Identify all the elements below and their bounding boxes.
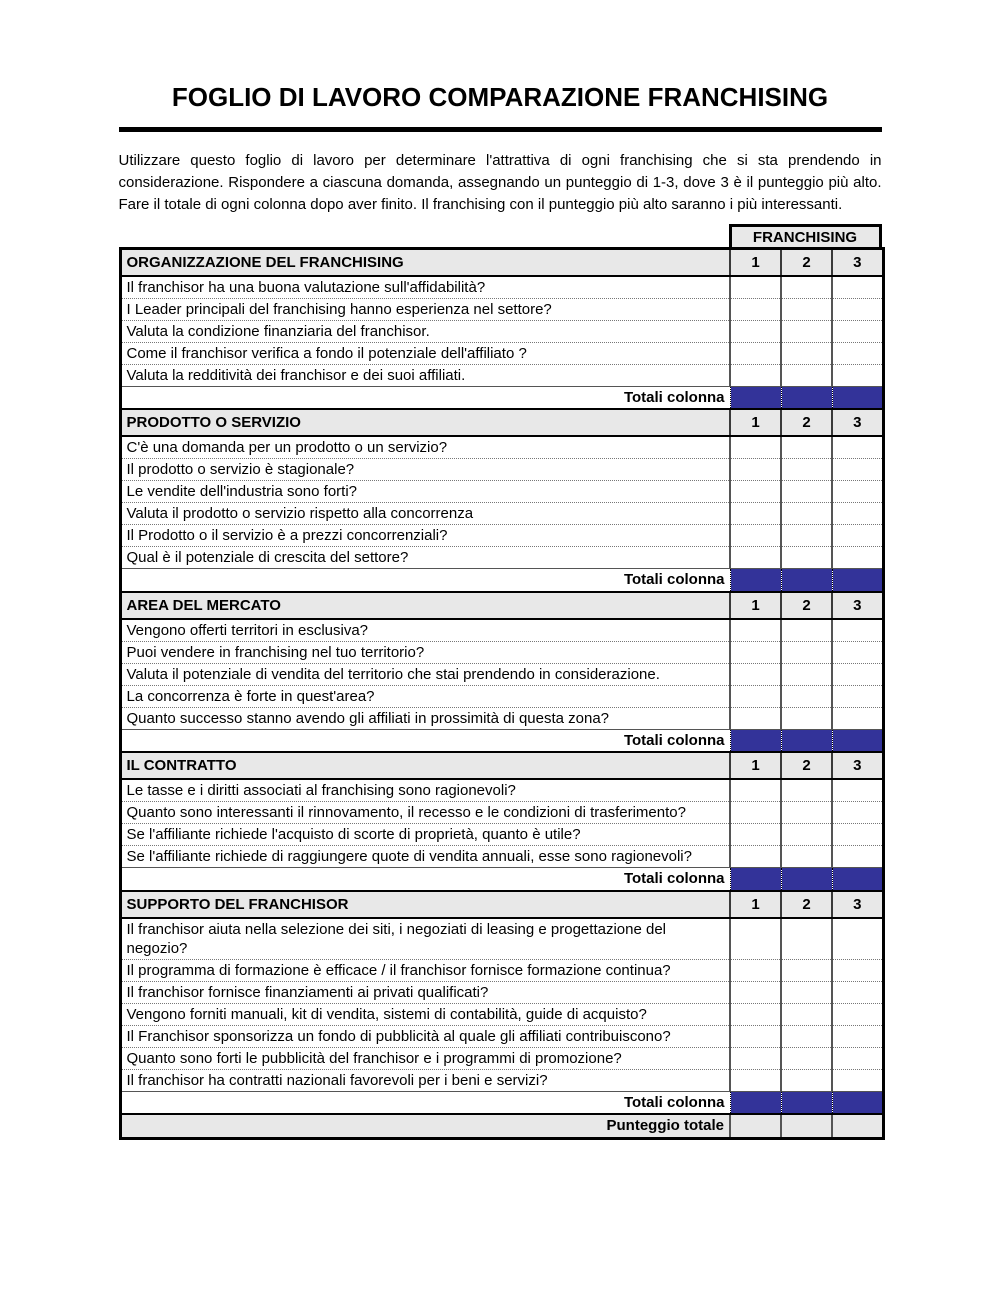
column-totals-label: Totali colonna — [120, 569, 730, 592]
grand-total-cell-2[interactable] — [781, 1114, 832, 1138]
score-cell-3[interactable] — [832, 525, 883, 547]
question-row — [120, 1047, 883, 1069]
score-column-header-1: 1 — [730, 409, 781, 436]
score-cell-2[interactable] — [781, 641, 832, 663]
score-cell-3[interactable] — [832, 1003, 883, 1025]
score-cell-1[interactable] — [730, 641, 781, 663]
score-cell-1[interactable] — [730, 459, 781, 481]
score-cell-3[interactable] — [832, 619, 883, 642]
score-column-header-2: 2 — [781, 249, 832, 276]
column-total-cell-2[interactable] — [781, 1091, 832, 1114]
score-cell-3[interactable] — [832, 1025, 883, 1047]
question-text: Vengono forniti manuali, kit di vendita, sistemi di contabilità, guide di acquisto? — [120, 1003, 730, 1025]
column-totals-label: Totali colonna — [120, 1091, 730, 1114]
score-cell-2[interactable] — [781, 959, 832, 981]
question-row — [120, 1003, 883, 1025]
question-row — [120, 459, 883, 481]
score-cell-1[interactable] — [730, 364, 781, 386]
column-total-cell-2[interactable] — [781, 386, 832, 409]
column-totals-row — [120, 569, 883, 592]
score-cell-1[interactable] — [730, 918, 781, 960]
score-cell-2[interactable] — [781, 320, 832, 342]
score-cell-2[interactable] — [781, 1069, 832, 1091]
question-text: Puoi vendere in franchising nel tuo territorio? — [120, 641, 730, 663]
score-cell-3[interactable] — [832, 364, 883, 386]
score-cell-1[interactable] — [730, 1025, 781, 1047]
score-cell-2[interactable] — [781, 436, 832, 459]
question-text: Il franchisor aiuta nella selezione dei siti, i negoziati di leasing e progettazione del negozio? — [120, 918, 730, 960]
score-column-header-2: 2 — [781, 409, 832, 436]
section-title: PRODOTTO O SERVIZIO — [120, 409, 730, 436]
column-totals-row — [120, 1091, 883, 1114]
score-cell-2[interactable] — [781, 364, 832, 386]
score-cell-2[interactable] — [781, 981, 832, 1003]
score-cell-1[interactable] — [730, 959, 781, 981]
document-page — [119, 0, 882, 1140]
question-row — [120, 641, 883, 663]
question-text: Le tasse e i diritti associati al franchising sono ragionevoli? — [120, 779, 730, 802]
question-text: Se l'affiliante richiede di raggiungere quote di vendita annuali, esse sono ragionevoli? — [120, 846, 730, 868]
score-cell-3[interactable] — [832, 481, 883, 503]
score-cell-1[interactable] — [730, 802, 781, 824]
column-total-cell-3[interactable] — [832, 1091, 883, 1114]
question-row — [120, 436, 883, 459]
score-cell-2[interactable] — [781, 342, 832, 364]
question-row — [120, 918, 883, 960]
score-column-header-3: 3 — [832, 249, 883, 276]
score-column-header-3: 3 — [832, 592, 883, 619]
score-cell-3[interactable] — [832, 824, 883, 846]
score-cell-2[interactable] — [781, 503, 832, 525]
score-cell-3[interactable] — [832, 320, 883, 342]
question-row — [120, 547, 883, 569]
score-cell-1[interactable] — [730, 481, 781, 503]
title-divider — [119, 127, 882, 132]
question-text: Le vendite dell'industria sono forti? — [120, 481, 730, 503]
question-text: Se l'affiliante richiede l'acquisto di scorte di proprietà, quanto è utile? — [120, 824, 730, 846]
question-row — [120, 342, 883, 364]
column-totals-label: Totali colonna — [120, 729, 730, 752]
section-header-row — [120, 409, 883, 436]
question-text: Il Prodotto o il servizio è a prezzi concorrenziali? — [120, 525, 730, 547]
score-column-header-1: 1 — [730, 891, 781, 918]
score-cell-1[interactable] — [730, 320, 781, 342]
question-text: Il programma di formazione è efficace / il franchisor fornisce formazione continua? — [120, 959, 730, 981]
question-text: Quanto sono forti le pubblicità del franchisor e i programmi di promozione? — [120, 1047, 730, 1069]
score-cell-3[interactable] — [832, 459, 883, 481]
section-title: SUPPORTO DEL FRANCHISOR — [120, 891, 730, 918]
question-text: Quanto sono interessanti il rinnovamento, il recesso e le condizioni di trasferimento? — [120, 802, 730, 824]
grand-total-label: Punteggio totale — [120, 1114, 730, 1138]
column-total-cell-2[interactable] — [781, 569, 832, 592]
grand-total-row — [120, 1114, 883, 1138]
question-row — [120, 525, 883, 547]
question-text: I Leader principali del franchising hanno esperienza nel settore? — [120, 298, 730, 320]
column-totals-label: Totali colonna — [120, 868, 730, 891]
column-total-cell-1[interactable] — [730, 386, 781, 409]
question-text: Il prodotto o servizio è stagionale? — [120, 459, 730, 481]
score-cell-1[interactable] — [730, 824, 781, 846]
score-cell-3[interactable] — [832, 641, 883, 663]
score-cell-1[interactable] — [730, 298, 781, 320]
score-cell-1[interactable] — [730, 525, 781, 547]
column-total-cell-2[interactable] — [781, 868, 832, 891]
question-row — [120, 707, 883, 729]
score-cell-3[interactable] — [832, 503, 883, 525]
score-cell-2[interactable] — [781, 779, 832, 802]
question-row — [120, 981, 883, 1003]
score-cell-3[interactable] — [832, 959, 883, 981]
question-text: Il franchisor fornisce finanziamenti ai privati qualificati? — [120, 981, 730, 1003]
score-cell-1[interactable] — [730, 707, 781, 729]
question-text: Il franchisor ha una buona valutazione sull'affidabilità? — [120, 276, 730, 299]
question-row — [120, 364, 883, 386]
score-cell-3[interactable] — [832, 707, 883, 729]
score-cell-2[interactable] — [781, 824, 832, 846]
question-row — [120, 685, 883, 707]
question-row — [120, 779, 883, 802]
score-column-header-2: 2 — [781, 592, 832, 619]
score-cell-3[interactable] — [832, 802, 883, 824]
score-cell-2[interactable] — [781, 481, 832, 503]
score-cell-1[interactable] — [730, 981, 781, 1003]
section-header-row — [120, 891, 883, 918]
question-row — [120, 503, 883, 525]
section-header-row — [120, 592, 883, 619]
score-column-header-1: 1 — [730, 592, 781, 619]
score-cell-3[interactable] — [832, 918, 883, 960]
question-row — [120, 663, 883, 685]
column-totals-row — [120, 729, 883, 752]
column-total-cell-1[interactable] — [730, 1091, 781, 1114]
question-row — [120, 846, 883, 868]
score-cell-1[interactable] — [730, 342, 781, 364]
score-cell-1[interactable] — [730, 846, 781, 868]
score-cell-1[interactable] — [730, 663, 781, 685]
column-totals-row — [120, 868, 883, 891]
score-cell-2[interactable] — [781, 918, 832, 960]
score-column-header-1: 1 — [730, 249, 781, 276]
question-row — [120, 824, 883, 846]
score-cell-3[interactable] — [832, 276, 883, 299]
score-cell-2[interactable] — [781, 619, 832, 642]
question-text: Valuta la condizione finanziaria del franchisor. — [120, 320, 730, 342]
question-text: Quanto successo stanno avendo gli affiliati in prossimità di questa zona? — [120, 707, 730, 729]
score-cell-2[interactable] — [781, 707, 832, 729]
score-cell-2[interactable] — [781, 685, 832, 707]
question-row — [120, 298, 883, 320]
score-cell-3[interactable] — [832, 685, 883, 707]
score-cell-3[interactable] — [832, 547, 883, 569]
score-cell-2[interactable] — [781, 525, 832, 547]
score-cell-2[interactable] — [781, 547, 832, 569]
score-cell-3[interactable] — [832, 846, 883, 868]
score-column-header-2: 2 — [781, 752, 832, 779]
question-text: Come il franchisor verifica a fondo il potenziale dell'affiliato ? — [120, 342, 730, 364]
section-title: AREA DEL MERCATO — [120, 592, 730, 619]
score-cell-1[interactable] — [730, 547, 781, 569]
question-row — [120, 959, 883, 981]
score-cell-1[interactable] — [730, 619, 781, 642]
score-column-header-1: 1 — [730, 752, 781, 779]
question-row — [120, 1025, 883, 1047]
score-cell-1[interactable] — [730, 436, 781, 459]
score-column-header-3: 3 — [832, 752, 883, 779]
score-cell-2[interactable] — [781, 846, 832, 868]
column-total-cell-1[interactable] — [730, 729, 781, 752]
page-title: FOGLIO DI LAVORO COMPARAZIONE FRANCHISING — [171, 82, 829, 112]
grand-total-cell-3[interactable] — [832, 1114, 883, 1138]
question-text: Valuta la redditività dei franchisor e dei suoi affiliati. — [120, 364, 730, 386]
score-cell-3[interactable] — [832, 436, 883, 459]
score-cell-3[interactable] — [832, 342, 883, 364]
score-cell-1[interactable] — [730, 1003, 781, 1025]
section-header-row — [120, 752, 883, 779]
column-total-cell-2[interactable] — [781, 729, 832, 752]
column-total-cell-3[interactable] — [832, 386, 883, 409]
score-cell-3[interactable] — [832, 1069, 883, 1091]
column-total-cell-3[interactable] — [832, 569, 883, 592]
question-text: La concorrenza è forte in quest'area? — [120, 685, 730, 707]
score-cell-2[interactable] — [781, 1003, 832, 1025]
column-total-cell-1[interactable] — [730, 868, 781, 891]
question-row — [120, 481, 883, 503]
score-column-header-3: 3 — [832, 409, 883, 436]
score-cell-1[interactable] — [730, 779, 781, 802]
franchising-header: FRANCHISING — [729, 224, 882, 247]
score-column-header-2: 2 — [781, 891, 832, 918]
score-cell-1[interactable] — [730, 503, 781, 525]
question-text: C'è una domanda per un prodotto o un servizio? — [120, 436, 730, 459]
score-cell-2[interactable] — [781, 663, 832, 685]
score-cell-1[interactable] — [730, 276, 781, 299]
grand-total-cell-1[interactable] — [730, 1114, 781, 1138]
score-cell-1[interactable] — [730, 1047, 781, 1069]
score-cell-1[interactable] — [730, 1069, 781, 1091]
column-total-cell-3[interactable] — [832, 868, 883, 891]
question-text: Il franchisor ha contratti nazionali favorevoli per i beni e servizi? — [120, 1069, 730, 1091]
section-header-row — [120, 249, 883, 276]
score-cell-2[interactable] — [781, 459, 832, 481]
score-cell-3[interactable] — [832, 1047, 883, 1069]
comparison-table — [119, 247, 885, 1140]
column-totals-row — [120, 386, 883, 409]
question-row — [120, 276, 883, 299]
question-text: Qual è il potenziale di crescita del settore? — [120, 547, 730, 569]
score-cell-2[interactable] — [781, 276, 832, 299]
score-cell-3[interactable] — [832, 663, 883, 685]
section-title: ORGANIZZAZIONE DEL FRANCHISING — [120, 249, 730, 276]
column-totals-label: Totali colonna — [120, 386, 730, 409]
score-column-header-3: 3 — [832, 891, 883, 918]
column-total-cell-3[interactable] — [832, 729, 883, 752]
score-cell-3[interactable] — [832, 779, 883, 802]
question-row — [120, 802, 883, 824]
score-cell-2[interactable] — [781, 1025, 832, 1047]
question-row — [120, 1069, 883, 1091]
intro-paragraph: Utilizzare questo foglio di lavoro per determinare l'attrattiva di ogni franchising che si sta prendendo in considerazione. Rispondere a ciascuna domanda, assegnando un punteggio di 1-3, dove 3 è il punteggio più alto. Fare il totale di ogni colonna dopo aver finito. Il franchising con il punteggio più alto saranno i più interessanti. — [118, 152, 882, 213]
section-title: IL CONTRATTO — [120, 752, 730, 779]
score-cell-1[interactable] — [730, 685, 781, 707]
question-text: Valuta il prodotto o servizio rispetto alla concorrenza — [120, 503, 730, 525]
score-cell-3[interactable] — [832, 981, 883, 1003]
score-cell-2[interactable] — [781, 1047, 832, 1069]
score-cell-3[interactable] — [832, 298, 883, 320]
question-row — [120, 619, 883, 642]
question-text: Vengono offerti territori in esclusiva? — [120, 619, 730, 642]
question-text: Valuta il potenziale di vendita del territorio che stai prendendo in considerazione. — [120, 663, 730, 685]
score-cell-2[interactable] — [781, 298, 832, 320]
question-row — [120, 320, 883, 342]
score-cell-2[interactable] — [781, 802, 832, 824]
question-text: Il Franchisor sponsorizza un fondo di pubblicità al quale gli affiliati contribuiscono? — [120, 1025, 730, 1047]
column-total-cell-1[interactable] — [730, 569, 781, 592]
